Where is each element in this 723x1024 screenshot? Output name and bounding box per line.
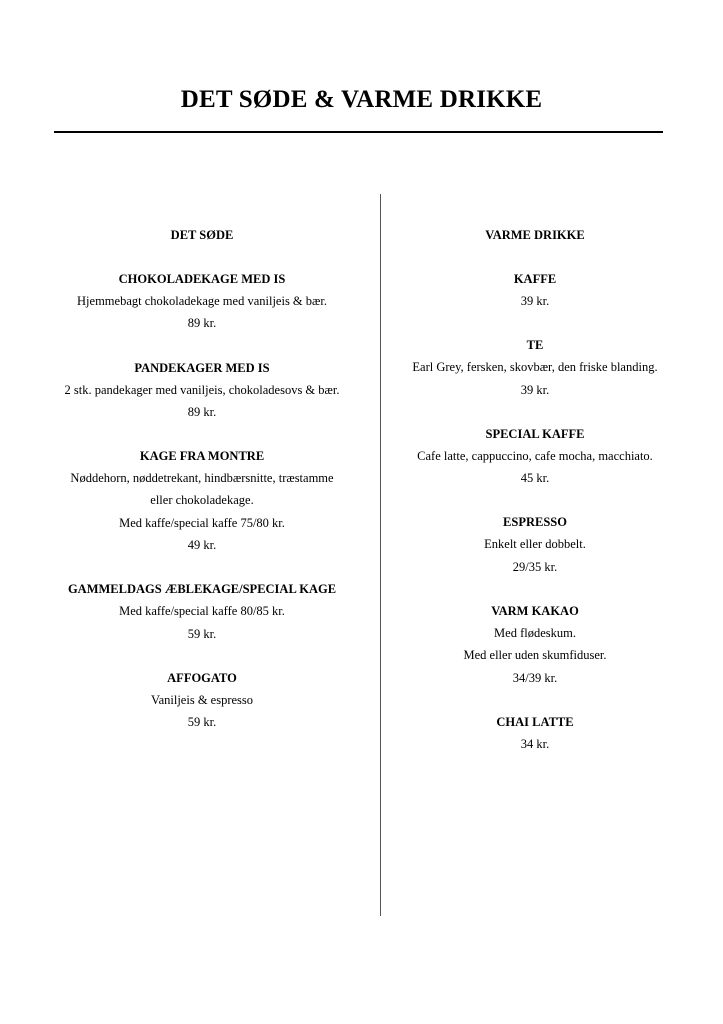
column-heading-sweets: DET SØDE: [170, 228, 234, 242]
column-hot-drinks: [396, 224, 674, 777]
menu-item: [396, 511, 674, 578]
menu-item-description: Earl Grey, fersken, skovbær, den friske blanding.: [412, 360, 658, 375]
column-heading-hot-drinks: VARME DRIKKE: [485, 228, 585, 242]
menu-item: [40, 445, 364, 556]
menu-item-price: 34 kr.: [520, 736, 550, 751]
menu-item-price: 59 kr.: [187, 715, 217, 730]
sweets-list: [40, 268, 364, 734]
title-underline: [54, 131, 663, 133]
menu-item-price: 34/39 kr.: [512, 670, 558, 685]
menu-item-description: Nøddehorn, nøddetrekant, hindbærsnitte, træstamme: [70, 471, 334, 486]
menu-item: [40, 667, 364, 734]
menu-item-description: Hjemmebagt chokoladekage med vaniljeis & bær.: [77, 294, 327, 308]
menu-item-price: Med kaffe/special kaffe 75/80 kr.: [119, 515, 285, 530]
menu-item-price: Med kaffe/special kaffe 80/85 kr.: [119, 604, 285, 619]
menu-item-price: 89 kr.: [187, 404, 217, 419]
menu-item-name: TE: [526, 338, 544, 353]
menu-item-description: Med flødeskum.: [494, 626, 576, 641]
menu-item-description: 2 stk. pandekager med vaniljeis, chokoladesovs & bær.: [64, 382, 340, 397]
menu-item-description: Vaniljeis & espresso: [150, 692, 254, 707]
menu-item-name: VARM KAKAO: [491, 604, 579, 619]
menu-item-name: PANDEKAGER MED IS: [134, 360, 270, 375]
page-title: DET SØDE & VARME DRIKKE: [180, 86, 543, 113]
menu-item-description: Enkelt eller dobbelt.: [484, 537, 586, 552]
column-sweets: [40, 224, 364, 756]
menu-item-price: 39 kr.: [520, 382, 550, 397]
menu-item-name: ESPRESSO: [503, 515, 567, 530]
menu-item-price: 59 kr.: [187, 626, 217, 641]
menu-item-description: Med eller uden skumfiduser.: [463, 648, 607, 663]
menu-item-name: KAFFE: [513, 272, 557, 286]
menu-item: [40, 578, 364, 645]
hot-drinks-list: [396, 268, 674, 755]
menu-item-price: 89 kr.: [187, 316, 217, 331]
menu-item: [396, 423, 674, 490]
menu-item-name: CHOKOLADEKAGE MED IS: [118, 272, 286, 286]
menu-item-price: 49 kr.: [187, 538, 217, 553]
menu-item: [40, 268, 364, 335]
column-divider: [380, 194, 381, 916]
menu-item-price: 45 kr.: [520, 471, 550, 486]
menu-item-name: GAMMELDAGS ÆBLEKAGE/SPECIAL KAGE: [67, 582, 337, 597]
menu-item-price: 39 kr.: [520, 294, 550, 308]
menu-item: [40, 357, 364, 424]
menu-item: [396, 268, 674, 312]
menu-item: [396, 711, 674, 755]
menu-item-description: eller chokoladekage.: [150, 493, 254, 508]
menu-item-description: Cafe latte, cappuccino, cafe mocha, macchiato.: [417, 448, 653, 463]
menu-item: [396, 334, 674, 401]
menu-item: [396, 600, 674, 689]
menu-item-name: SPECIAL KAFFE: [485, 426, 585, 441]
menu-item-name: CHAI LATTE: [496, 714, 574, 729]
menu-item-price: 29/35 kr.: [512, 559, 558, 574]
menu-item-name: AFFOGATO: [167, 670, 237, 685]
menu-item-name: KAGE FRA MONTRE: [139, 449, 265, 464]
